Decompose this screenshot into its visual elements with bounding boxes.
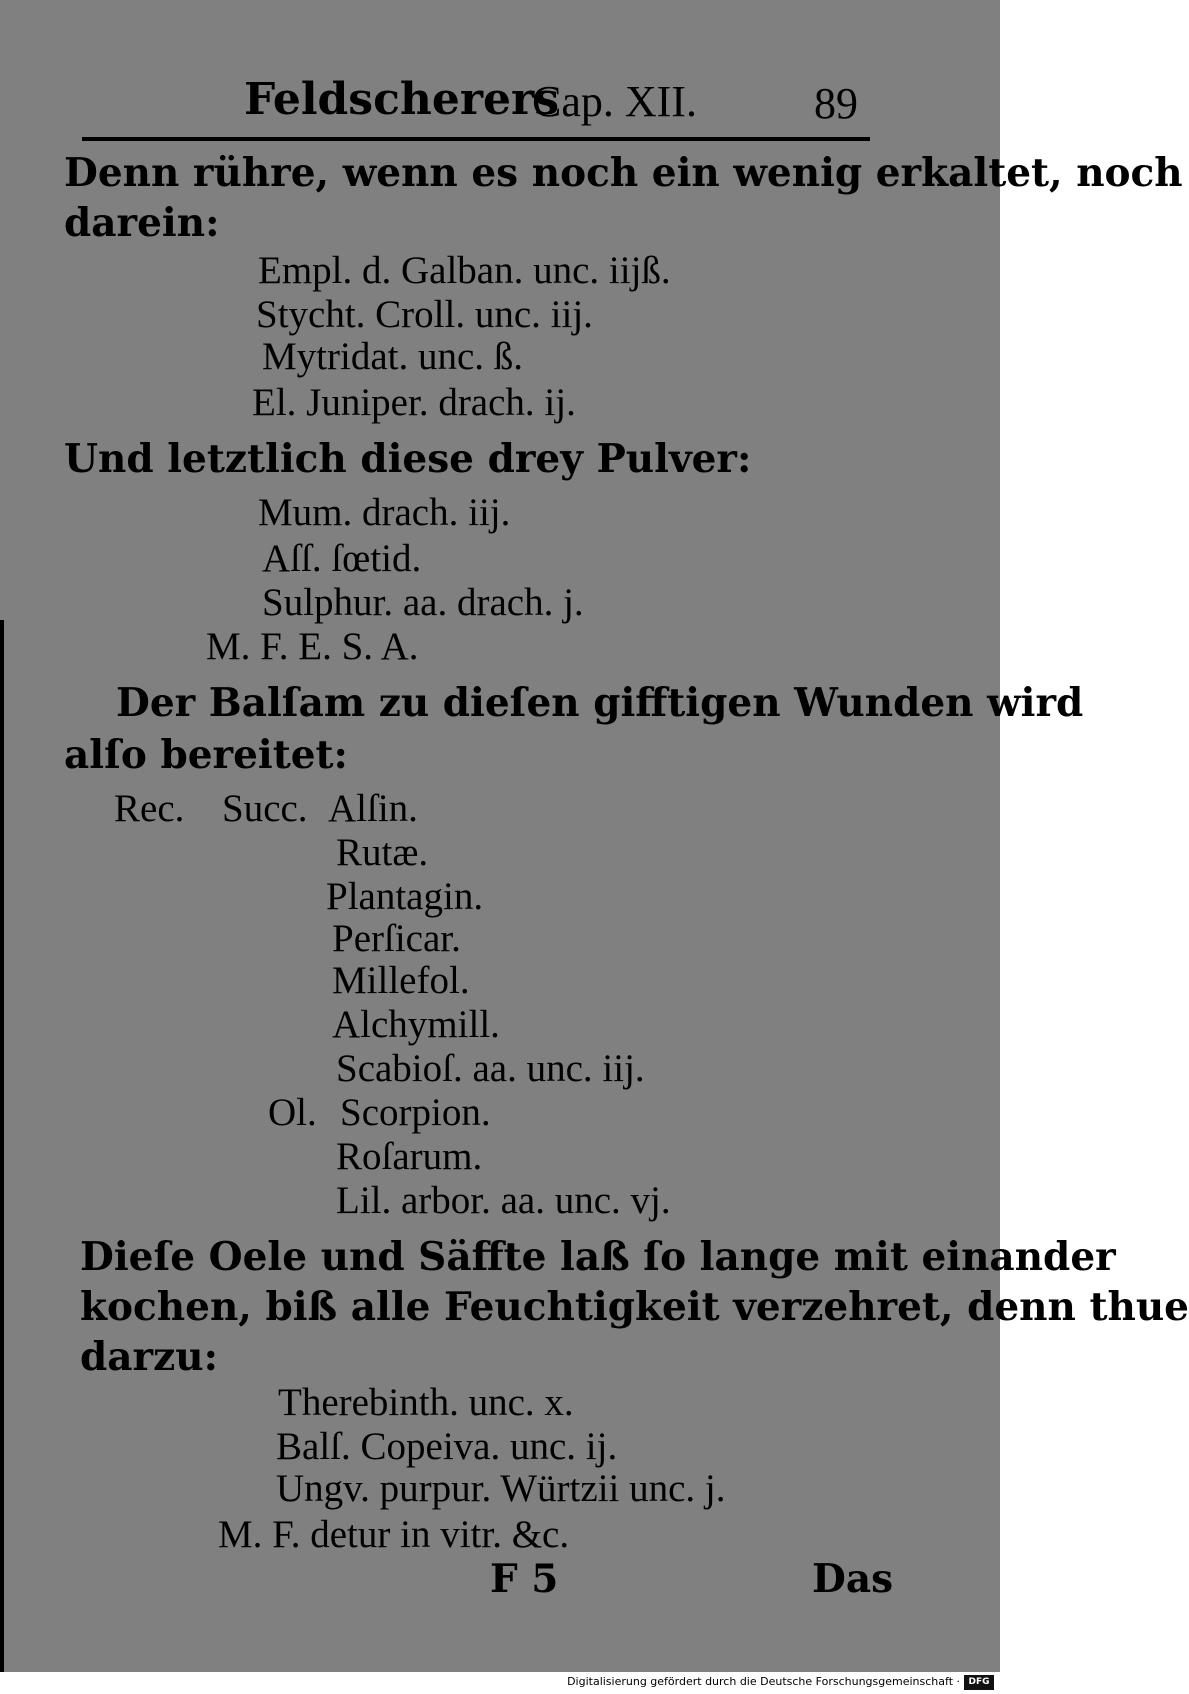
text-line: Und letztlich diese drey Pulver: [64, 436, 752, 482]
catchword: Das [812, 1556, 894, 1602]
recipe-line: Scorpion. [340, 1091, 491, 1134]
recipe-line: Scabioſ. aa. unc. iij. [336, 1047, 645, 1090]
recipe-line: Aſſ. ſœtid. [262, 537, 422, 580]
recipe-line: Mum. drach. iij. [258, 491, 511, 534]
running-title: Feldscherers [244, 74, 559, 125]
recipe-line: Rutæ. [336, 831, 429, 874]
recipe-line: Alchymill. [332, 1003, 500, 1046]
recipe-line: Lil. arbor. aa. unc. vj. [336, 1179, 671, 1222]
page-edge-shadow [0, 620, 4, 1672]
recipe-line: M. F. E. S. A. [206, 625, 419, 668]
text-line: darein: [64, 200, 220, 246]
footer-bar [0, 1672, 1000, 1694]
recipe-line: Therebinth. unc. x. [278, 1381, 574, 1424]
recipe-label: Succ. [222, 787, 308, 830]
recipe-line: Balſ. Copeiva. unc. ij. [276, 1425, 618, 1468]
chapter-label: Cap. XII. [532, 77, 697, 126]
recipe-line: Mytridat. unc. ß. [262, 335, 524, 378]
text-line: Dieſe Oele und Säffte laß ſo lange mit einander [80, 1234, 1116, 1280]
recipe-line: Sulphur. aa. drach. j. [262, 581, 584, 624]
recipe-line: M. F. detur in vitr. &c. [218, 1513, 570, 1556]
recipe-line: Stycht. Croll. unc. iij. [256, 293, 593, 336]
recipe-line: Ungv. purpur. Würtzii unc. j. [276, 1467, 726, 1510]
text-line: alſo bereitet: [64, 732, 348, 778]
text-line: Denn rühre, wenn es noch ein wenig erkaltet, noch [64, 150, 1183, 196]
signature-mark: F 5 [490, 1556, 559, 1602]
recipe-line: Empl. d. Galban. unc. iijß. [258, 249, 671, 292]
recipe-line: Alſin. [328, 787, 418, 830]
recipe-line: Millefol. [332, 959, 470, 1002]
footer-credit: Digitalisierung gefördert durch die Deutsche Forschungsgemeinschaft · [567, 1675, 960, 1688]
recipe-line: Roſarum. [336, 1135, 483, 1178]
header-rule [82, 137, 870, 141]
recipe-label: Ol. [268, 1091, 317, 1134]
recipe-line: El. Juniper. drach. ij. [252, 381, 576, 424]
dfg-logo: DFG [964, 1675, 994, 1690]
text-line: darzu: [80, 1334, 218, 1380]
recipe-line: Perſicar. [332, 917, 461, 960]
recipe-line: Plantagin. [326, 875, 484, 918]
text-line: kochen, biß alle Feuchtigkeit verzehret, denn thue [80, 1284, 1189, 1330]
text-line: Der Balſam zu dieſen gifftigen Wunden wird [116, 680, 1084, 726]
recipe-label: Rec. [114, 787, 185, 830]
page-number: 89 [814, 79, 858, 128]
